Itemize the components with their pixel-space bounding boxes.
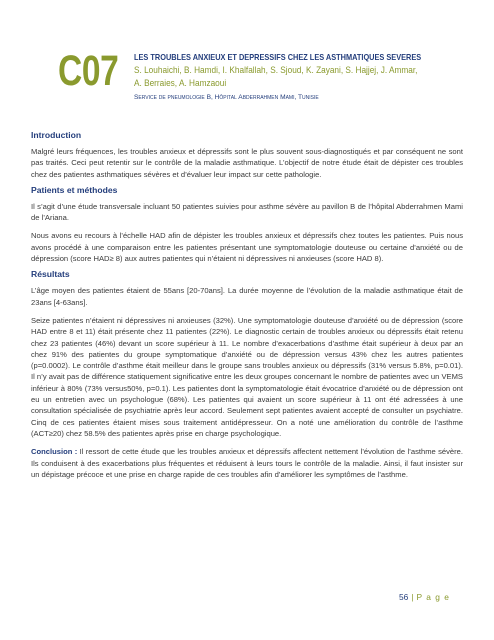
methods-paragraph-1: Il s’agit d’une étude transversale incluant 50 patientes suivies pour asthme sévère au pavillon B de l’hôpital Abderrahmen Mami de l’Ariana. [31, 201, 463, 223]
conclusion-text: Il ressort de cette étude que les troubles anxieux et dépressifs affectent nettement l’évolution de l’asthme sévère. Ils conduisent à des exacerbations plus fréquentes et réduisent à leurs tours le contrôle de la maladie. Ainsi, il faut insister sur un dépistage précoce et une prise en charge rapide de ces troubles afin d’améliorer les symptômes de l’asthme. [31, 447, 464, 479]
page-footer [399, 592, 450, 602]
page-label: P a g e [416, 592, 450, 602]
author-list: S. Louhaichi, B. Hamdi, I. Khalfallah, S. Sjoud, K. Zayani, S. Hajjej, J. Ammar, A. Berraies, A. Hamzaoui [134, 65, 418, 89]
abstract-header [134, 52, 454, 102]
affiliation: Service de pneumologie B, Hôpital Abderrahmen Mami, Tunisie [134, 94, 319, 101]
section-heading-introduction: Introduction [31, 130, 82, 140]
methods-paragraph-2: Nous avons eu recours à l’échelle HAD afin de dépister les troubles anxieux et dépressifs chez toutes les patientes. Puis nous avons procédé à une comparaison entre les patientes présentant une symptomatologie douteuse ou certaine d’anxiété ou de dépression (score HAD≥ 8) aux autres patientes qui n’étaient ni dépressives ni anxieuses (score HAD 8). [31, 231, 463, 264]
section-heading-results: Résultats [31, 269, 70, 280]
results-paragraph-1: L’âge moyen des patientes étaient de 55ans [20-70ans]. La durée moyenne de l’évolution de la maladie asthmatique était de 23ans [4-63ans]. [31, 286, 463, 307]
abstract-title: LES TROUBLES ANXIEUX ET DEPRESSIFS CHEZ LES ASTHMATIQUES SEVERES [134, 52, 422, 62]
abstract-body [31, 130, 463, 480]
introduction-paragraph: Malgré leurs fréquences, les troubles anxieux et dépressifs sont le plus souvent sous-diagnostiqués et par conséquent ne sont pas traités. Ceci peut retentir sur le contrôle de la maladie asthmatique. L’objectif de notre étude était de dépister ces troubles chez des patientes asthmatiques sévères et d’évaluer leur impact sur cette pathologie. [31, 147, 463, 179]
conclusion-label: Conclusion : [31, 447, 78, 457]
section-heading-methods: Patients et méthodes [31, 184, 118, 195]
page-number: 56 [399, 592, 409, 602]
conclusion-paragraph [31, 446, 463, 480]
footer-separator: | [411, 592, 414, 602]
results-paragraph-2: Seize patientes n’étaient ni dépressives ni anxieuses (32%). Une symptomatologie douteuse d’anxiété ou de dépression (score HAD entre 8 et 11) était présente chez 11 patientes (22%). Le diagnostic certain de troubles anxieux ou dépressifs était retenu chez 23 patientes (46%) devant un score supérieur à 11. Le nombre d’exacerbations d’asthme était supérieur à deux par an chez 91% des patientes du groupe symptomatique d’anxiété ou de dépression versus 43% chez les autres patientes (p=0.0002). Le contrôle d’asthme était meilleur dans le groupe sans troubles anxieux ou dépressifs (31% versus 5.8%, p=0.01). Il n’y avait pas de différence statiquement significative entre les deux groupes concernant le nombre de patientes avec un VEMS inférieur à 80% (73% versus50%, p=0.1). Les patientes dont la symptomatologie était évocatrice d’anxiété ou de dépression ont eu un entretien avec un psychologue (68%). Les patientes qui avaient un score supérieur à 11 ont été adressées à une consultation spécialisée de psychiatrie après leur accord. Seulement sept patientes avaient accepté de consulter un psychiatre. Cinq de ces patientes étaient mises sous traitement antidépresseur. On a noté une amélioration du contrôle de l’asthme (ACT≥20) chez 58.5% des patientes après prise en charge psychologique. [31, 315, 463, 438]
abstract-code: C07 [58, 47, 119, 95]
